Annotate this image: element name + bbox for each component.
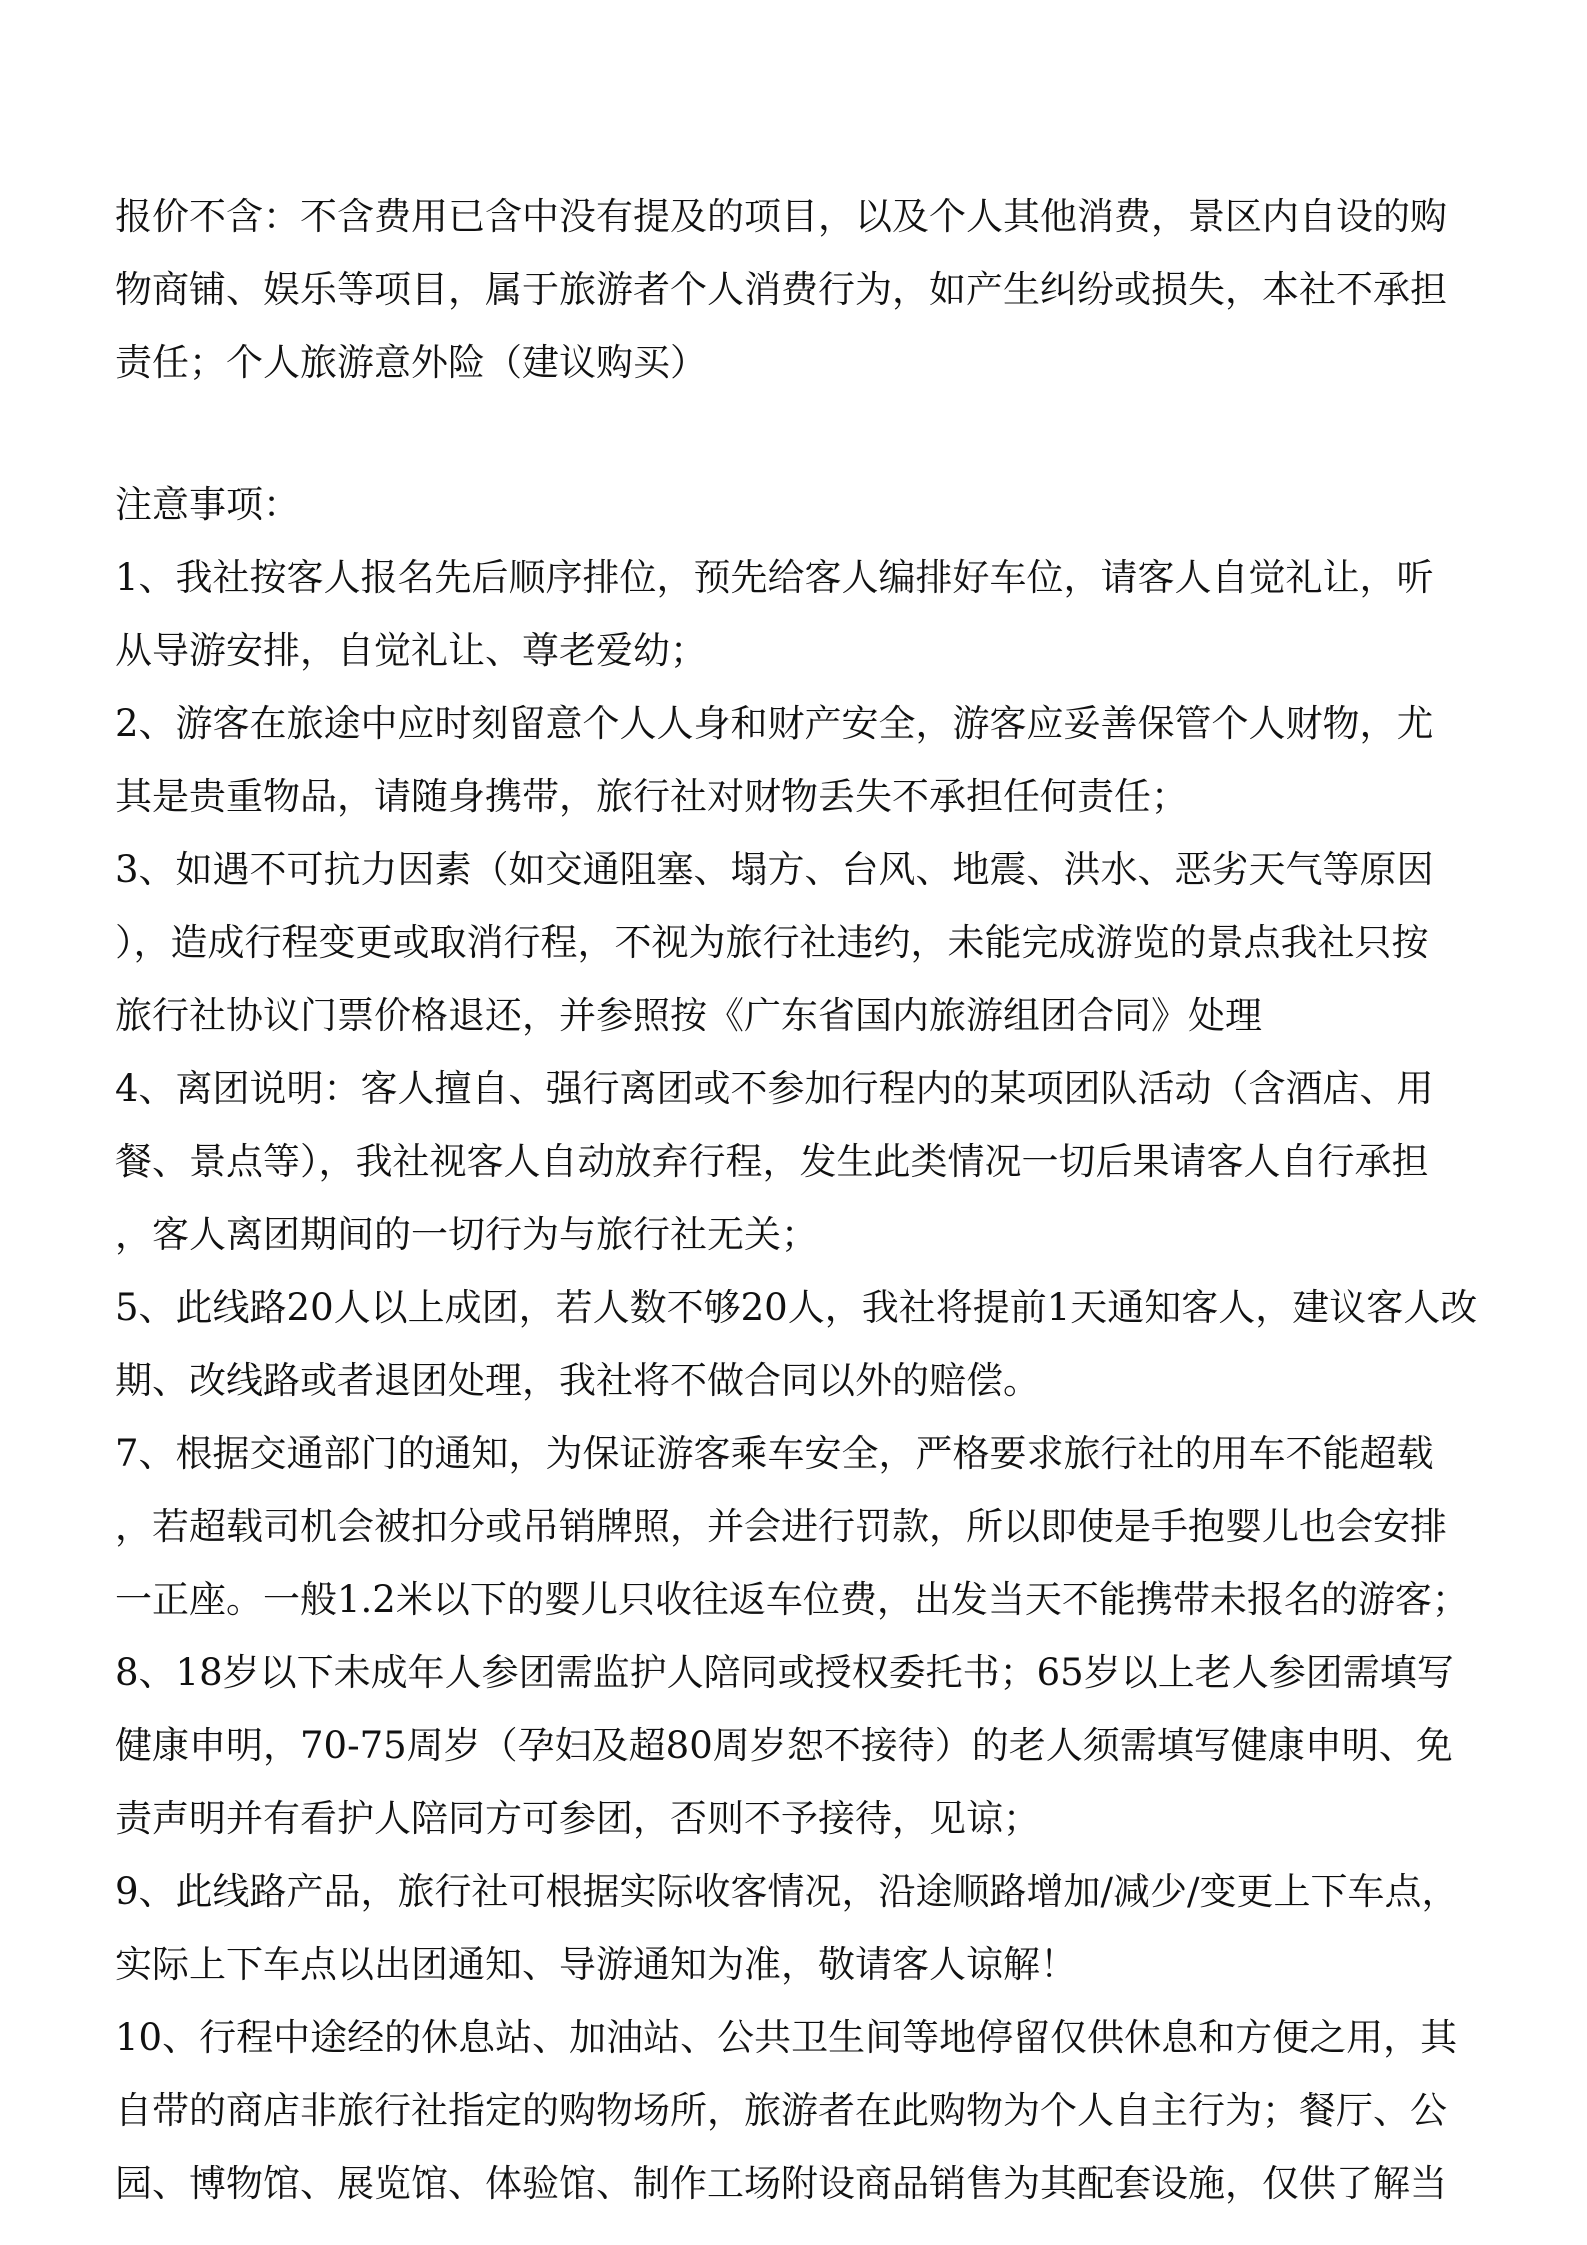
notes-heading: 注意事项：	[115, 483, 300, 526]
notes-section	[115, 468, 1480, 2220]
note-line: ），造成行程变更或取消行程，不视为旅行社违约，未能完成游览的景点我社只按	[115, 921, 1429, 964]
note-line: 10、行程中途经的休息站、加油站、公共卫生间等地停留仅供休息和方便之用，其	[115, 2016, 1458, 2059]
note-line: 实际上下车点以出团通知、导游通知为准，敬请客人谅解！	[115, 1943, 1077, 1986]
note-line: 7、根据交通部门的通知，为保证游客乘车安全，严格要求旅行社的用车不能超载	[115, 1432, 1434, 1475]
note-line: 一正座。一般1.2米以下的婴儿只收往返车位费，出发当天不能携带未报名的游客；	[115, 1578, 1469, 1621]
note-line: 自带的商店非旅行社指定的购物场所，旅游者在此购物为个人自主行为；餐厅、公	[115, 2089, 1447, 2132]
note-item-5	[115, 1271, 1480, 1417]
note-line: 其是贵重物品，请随身携带，旅行社对财物丢失不承担任何责任；	[115, 775, 1188, 818]
section-spacer	[115, 399, 1480, 468]
note-line: ，客人离团期间的一切行为与旅行社无关；	[115, 1213, 818, 1256]
note-item-8	[115, 1636, 1480, 1855]
excluded-line: 报价不含：不含费用已含中没有提及的项目，以及个人其他消费，景区内自设的购	[115, 195, 1447, 238]
note-line: 8、18岁以下未成年人参团需监护人陪同或授权委托书；65岁以上老人参团需填写	[115, 1651, 1454, 1694]
note-line: 园、博物馆、展览馆、体验馆、制作工场附设商品销售为其配套设施，仅供了解当	[115, 2162, 1447, 2205]
note-line: 餐、景点等），我社视客人自动放弃行程，发生此类情况一切后果请客人自行承担	[115, 1140, 1429, 1183]
note-item-10	[115, 2001, 1480, 2220]
note-line: 9、此线路产品，旅行社可根据实际收客情况，沿途顺路增加/减少/变更上下车点，	[115, 1870, 1459, 1913]
note-item-4	[115, 1052, 1480, 1271]
note-item-2	[115, 687, 1480, 833]
note-item-3	[115, 833, 1480, 1052]
note-line: 4、离团说明：客人擅自、强行离团或不参加行程内的某项团队活动（含酒店、用	[115, 1067, 1434, 1110]
note-line: 3、如遇不可抗力因素（如交通阻塞、塌方、台风、地震、洪水、恶劣天气等原因	[115, 848, 1434, 891]
note-item-7	[115, 1417, 1480, 1636]
note-line: 2、游客在旅途中应时刻留意个人人身和财产安全，游客应妥善保管个人财物，尤	[115, 702, 1434, 745]
note-line: 1、我社按客人报名先后顺序排位，预先给客人编排好车位，请客人自觉礼让，听	[115, 556, 1434, 599]
note-line: 责声明并有看护人陪同方可参团，否则不予接待，见谅；	[115, 1797, 1040, 1840]
document-body	[115, 180, 1480, 2220]
note-line: 期、改线路或者退团处理，我社将不做合同以外的赔偿。	[115, 1359, 1040, 1402]
excluded-line: 责任；个人旅游意外险（建议购买）	[115, 341, 707, 384]
note-line: ，若超载司机会被扣分或吊销牌照，并会进行罚款，所以即使是手抱婴儿也会安排	[115, 1505, 1447, 1548]
note-item-1	[115, 541, 1480, 687]
note-line: 旅行社协议门票价格退还，并参照按《广东省国内旅游组团合同》处理	[115, 994, 1262, 1037]
excluded-section	[115, 180, 1480, 399]
note-item-9	[115, 1855, 1480, 2001]
note-line: 健康申明，70-75周岁（孕妇及超80周岁恕不接待）的老人须需填写健康申明、免	[115, 1724, 1453, 1767]
note-line: 从导游安排，自觉礼让、尊老爱幼；	[115, 629, 707, 672]
excluded-line: 物商铺、娱乐等项目，属于旅游者个人消费行为，如产生纠纷或损失，本社不承担	[115, 268, 1447, 311]
note-line: 5、此线路20人以上成团，若人数不够20人，我社将提前1天通知客人，建议客人改	[115, 1286, 1478, 1329]
